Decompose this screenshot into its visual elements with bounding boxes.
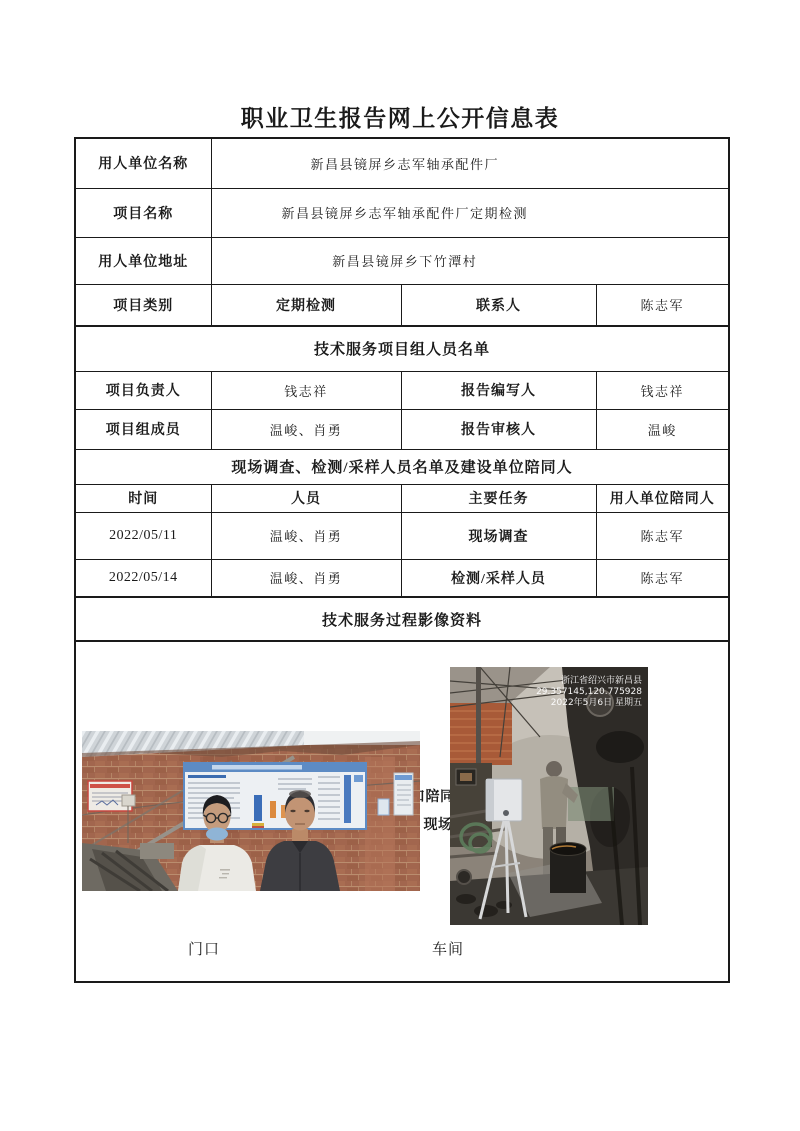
col-header-time: 时间	[75, 484, 211, 512]
row-team-section	[75, 326, 729, 371]
figures-cell	[75, 641, 729, 982]
row-project-category	[75, 284, 729, 326]
row-employer-name	[75, 138, 729, 188]
team-section-title: 技术服务项目组人员名单	[75, 326, 729, 371]
photo-factory-gate	[82, 731, 420, 891]
contact-label: 联系人	[401, 284, 596, 326]
project-category-label: 项目类别	[75, 284, 211, 326]
project-name-label: 项目名称	[75, 188, 211, 237]
page-title: 职业卫生报告网上公开信息表	[240, 106, 560, 131]
row-media-section	[75, 597, 729, 641]
row-project-leader	[75, 371, 729, 409]
visit-task: 现场调查	[401, 512, 596, 559]
col-header-personnel: 人员	[211, 484, 401, 512]
visit-task: 检测/采样人员	[401, 559, 596, 597]
contact-value: 陈志军	[596, 284, 729, 326]
visit-time: 2022/05/14	[75, 559, 211, 597]
visit-personnel: 温峻、肖勇	[211, 512, 401, 559]
report-writer-value: 钱志祥	[596, 371, 729, 409]
team-members-value: 温峻、肖勇	[211, 409, 401, 449]
col-header-companion: 用人单位陪同人	[596, 484, 729, 512]
visit-companion: 陈志军	[596, 559, 729, 597]
photo-workshop	[450, 667, 648, 925]
visit-time: 2022/05/11	[75, 512, 211, 559]
photo-watermark-coordinates: 29.357145,120.775928	[536, 687, 642, 697]
row-team-members	[75, 409, 729, 449]
visit-companion: 陈志军	[596, 512, 729, 559]
photo1-caption: 门口	[187, 942, 220, 958]
report-reviewer-value: 温峻	[596, 409, 729, 449]
table-row	[75, 559, 729, 597]
figure1-caption: 企业门口陪同人合照	[367, 789, 498, 805]
project-name-value: 新昌县镜屏乡志军轴承配件厂定期检测	[211, 188, 729, 237]
employer-name-value: 新昌县镜屏乡志军轴承配件厂	[211, 138, 729, 188]
photo2-caption: 车间	[431, 942, 464, 958]
project-leader-label: 项目负责人	[75, 371, 211, 409]
photo-watermark-location: 浙江省绍兴市新昌县	[560, 676, 642, 686]
info-table	[74, 137, 730, 983]
row-project-name	[75, 188, 729, 237]
col-header-task: 主要任务	[401, 484, 596, 512]
row-site-section	[75, 449, 729, 484]
employer-address-label: 用人单位地址	[75, 237, 211, 284]
figure2-caption: 现场采样、现场检测图像	[350, 817, 511, 833]
factory-gate-illustration	[82, 731, 420, 891]
report-writer-label: 报告编写人	[401, 371, 596, 409]
report-reviewer-label: 报告审核人	[401, 409, 596, 449]
row-site-header	[75, 484, 729, 512]
project-leader-value: 钱志祥	[211, 371, 401, 409]
employer-name-label: 用人单位名称	[75, 138, 211, 188]
workshop-illustration	[450, 667, 648, 925]
team-members-label: 项目组成员	[75, 409, 211, 449]
site-section-title: 现场调查、检测/采样人员名单及建设单位陪同人	[75, 449, 729, 484]
media-section-title: 技术服务过程影像资料	[75, 597, 729, 641]
row-figures	[75, 641, 729, 982]
visit-personnel: 温峻、肖勇	[211, 559, 401, 597]
photo-watermark-date: 2022年5月6日 星期五	[550, 698, 642, 708]
project-category-value: 定期检测	[211, 284, 401, 326]
row-employer-address	[75, 237, 729, 284]
table-row	[75, 512, 729, 559]
employer-address-value: 新昌县镜屏乡下竹潭村	[211, 237, 729, 284]
